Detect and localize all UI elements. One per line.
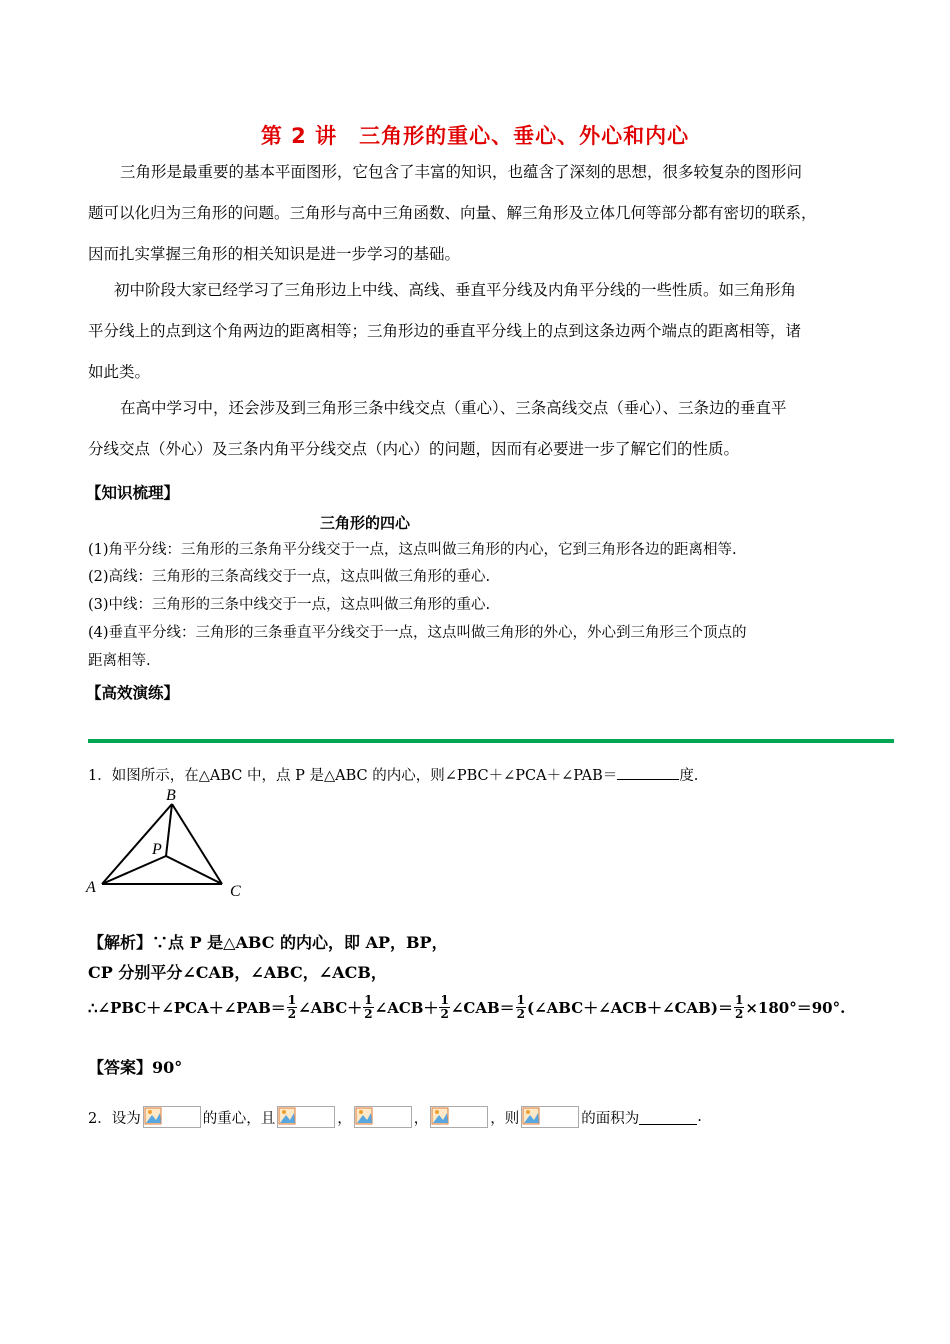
knowledge-item: (2)高线：三角形的三条高线交于一点，这点叫做三角形的垂心. — [88, 569, 491, 585]
intro-paragraph-1 — [88, 152, 868, 275]
question-1-suffix: 度. — [679, 768, 699, 784]
intro-paragraph-2 — [88, 270, 868, 393]
question-1-text: 1．如图所示，在△ABC 中，点 P 是△ABC 的内心，则∠PBC＋∠PCA＋∠PAB＝ — [88, 768, 618, 784]
text-line: 题可以化归为三角形的问题。三角形与高中三角函数、向量、解三角形及立体几何等部分都有密切的联系， — [88, 204, 817, 222]
intro-paragraph-3 — [88, 388, 868, 470]
broken-image-icon — [521, 1106, 579, 1128]
knowledge-subtitle: 三角形的四心 — [320, 514, 411, 532]
knowledge-item: (3)中线：三角形的三条中线交于一点，这点叫做三角形的重心. — [88, 597, 491, 613]
broken-image-icon — [277, 1106, 335, 1128]
segment-ap — [102, 856, 166, 884]
analysis-line-2: CP 分别平分∠CAB，∠ABC，∠ACB， — [88, 963, 387, 982]
formula-part: ×180°＝90°. — [745, 999, 846, 1017]
knowledge-item: 距离相等. — [88, 653, 151, 669]
lecture-title: 第 2 讲 三角形的重心、垂心、外心和内心 — [260, 124, 690, 148]
fraction-half: $\frac{1}{2}$ — [440, 993, 449, 1021]
question-1 — [88, 764, 698, 785]
question-2-text: ， — [337, 1110, 352, 1127]
question-2-text: ， — [413, 1110, 429, 1127]
formula-part: ∠ACB＋ — [374, 999, 439, 1017]
fraction-half: $\frac{1}{2}$ — [364, 993, 373, 1021]
question-2-text: . — [697, 1109, 702, 1125]
broken-image-icon — [430, 1106, 488, 1128]
answer-blank — [639, 1110, 697, 1125]
knowledge-heading: 【知识梳理】 — [86, 484, 180, 502]
fraction-half: $\frac{1}{2}$ — [734, 993, 744, 1021]
fraction-half: $\frac{1}{2}$ — [516, 993, 525, 1021]
broken-image-icon — [354, 1106, 412, 1128]
question-2-text: ，则 — [490, 1110, 520, 1127]
formula-part: ∠ABC＋ — [298, 999, 363, 1017]
question-2-text: 的重心，且 — [202, 1110, 276, 1127]
text-line: 在高中学习中，还会涉及到三角形三条中线交点（重心）、三条高线交点（垂心）、三条边的垂直平 — [120, 399, 787, 417]
point-label-p: P — [152, 841, 162, 858]
text-line: 如此类。 — [88, 363, 151, 381]
fraction-half: $\frac{1}{2}$ — [287, 993, 297, 1021]
knowledge-item: (4)垂直平分线：三角形的三条垂直平分线交于一点，这点叫做三角形的外心，外心到三角形三个顶点的 — [88, 625, 747, 641]
answer-blank — [617, 765, 679, 780]
analysis-formula — [88, 994, 845, 1021]
practice-heading: 【高效演练】 — [86, 684, 180, 702]
text-line: 三角形是最重要的基本平面图形，它包含了丰富的知识，也蕴含了深刻的思想，很多较复杂的图形问 — [120, 163, 803, 181]
section-divider — [88, 739, 894, 743]
text-line: 平分线上的点到这个角两边的距离相等；三角形边的垂直平分线上的点到这条边两个端点的距离相等，诸 — [88, 322, 802, 340]
formula-part: ∴∠PBC＋∠PCA＋∠PAB＝ — [88, 999, 286, 1017]
question-2-text: 的面积为 — [581, 1110, 640, 1127]
text-line: 初中阶段大家已经学习了三角形边上中线、高线、垂直平分线及内角平分线的一些性质。如三角形角 — [114, 281, 797, 299]
knowledge-item: (1)角平分线：三角形的三条角平分线交于一点，这点叫做三角形的内心，它到三角形各边的距离相等. — [88, 542, 737, 558]
question-2 — [88, 1106, 702, 1128]
question-2-text: 2．设为 — [88, 1110, 141, 1127]
triangle-figure — [82, 784, 252, 904]
text-line: 因而扎实掌握三角形的相关知识是进一步学习的基础。 — [88, 245, 461, 263]
vertex-label-c: C — [230, 883, 241, 900]
vertex-label-b: B — [166, 787, 176, 804]
segment-bp — [166, 804, 172, 856]
broken-image-icon — [143, 1106, 201, 1128]
answer-line: 【答案】90° — [88, 1058, 183, 1077]
formula-part: (∠ABC＋∠ACB＋∠CAB)＝ — [527, 999, 733, 1017]
formula-part: ∠CAB＝ — [450, 999, 515, 1017]
vertex-label-a: A — [86, 879, 96, 896]
text-line: 分线交点（外心）及三条内角平分线交点（内心）的问题，因而有必要进一步了解它们的性质。 — [88, 440, 740, 458]
analysis-line-1: 【解析】∵点 P 是△ABC 的内心，即 AP，BP， — [88, 933, 448, 952]
